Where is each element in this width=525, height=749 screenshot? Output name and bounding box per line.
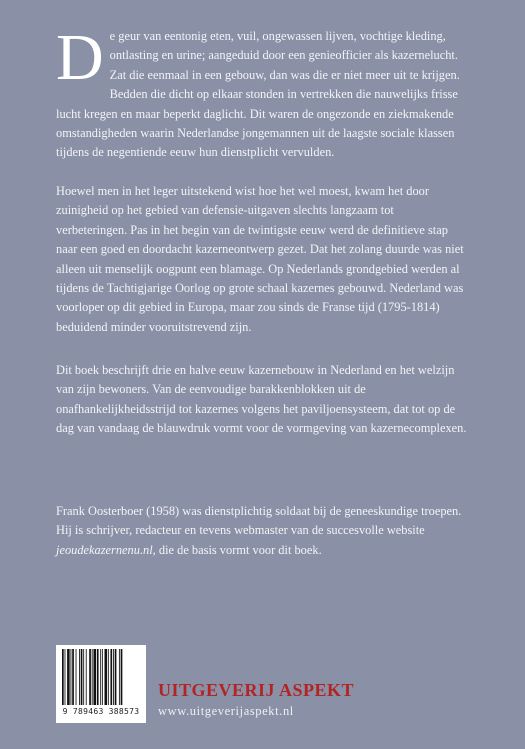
- barcode-bar: [100, 649, 101, 705]
- barcode-bars-icon: [61, 649, 141, 705]
- barcode-bar: [115, 649, 117, 705]
- barcode-bar: [121, 649, 123, 705]
- barcode-bar: [92, 649, 93, 705]
- barcode-bar: [62, 649, 64, 705]
- barcode-bar: [81, 649, 83, 705]
- barcode-bar: [89, 649, 91, 705]
- isbn-number: 9 789463 388573: [62, 707, 140, 716]
- barcode-bar: [65, 649, 66, 705]
- barcode-bar: [105, 649, 108, 705]
- drop-cap-letter: D: [56, 21, 104, 94]
- intro-paragraph-text: e geur van eentonig eten, vuil, ongewassen lijven, vochtige kleding, ontlasting en urine; aangeduid door een genieofficier als kazernelucht. Zat die eenmaal in een gebouw, dan was die er niet meer uit te krijgen. Bedden die dicht op elkaar stonden in vertrekken die nauwelijks frisse lucht kregen en maar beperkt daglicht. Dit waren de ongezonde en ziekmakende omstandigheden waarin Nederlandse jongemannen uit de laagste sociale klassen tijdens de negentiende eeuw hun dienstplicht vervulden.: [56, 29, 460, 160]
- history-paragraph-text: Hoewel men in het leger uitstekend wist hoe het wel moest, kwam het door zuinigheid op het gebied van defensie-uitgaven slechts langzaam tot verbeteringen. Pas in het begin van de twintigste eeuw werd de definitieve stap naar een goed en doordacht kazerneontwerp gezet. Dat het zolang duurde was niet alleen uit menselijk oogpunt een blamage. Op Nederlands grondgebied werden al tijdens de Tachtigjarige Oorlog op grote schaal kazernes gebouwd. Nederland was voorloper op dit gebied in Europa, maar zou sinds de Franse tijd (1795-1814) beduidend minder vooruitstrevend zijn.: [56, 184, 464, 334]
- barcode-bar: [119, 649, 120, 705]
- isbn-barcode: [56, 645, 146, 723]
- barcode-bar: [86, 649, 87, 705]
- book-summary-text: Dit boek beschrijft drie en halve eeuw kazernebouw in Nederland en het welzijn van zijn bewoners. Van de eenvoudige barakkenblokken uit de onafhankelijkheidsstrijd tot kazernes volgens het paviljoensysteem, dat tot op de dag van vandaag de blauwdruk vormt voor de vormgeving van kazernecomplexen.: [56, 363, 467, 436]
- barcode-bar: [76, 649, 77, 705]
- author-bio-paragraph: [56, 502, 468, 560]
- barcode-bar: [72, 649, 74, 705]
- website-name: jeoudekazernenu.nl,: [56, 542, 156, 557]
- barcode-bar: [102, 649, 103, 705]
- history-paragraph: [56, 182, 468, 337]
- barcode-bar: [110, 649, 112, 705]
- intro-paragraph: [56, 21, 468, 163]
- barcode-bar: [67, 649, 70, 705]
- barcode-bar: [108, 649, 109, 705]
- barcode-bar: [113, 649, 114, 705]
- barcode-bar: [83, 649, 84, 705]
- barcode-bar: [71, 649, 72, 705]
- author-bio-text: Frank Oosterboer (1958) was dienstplichtig soldaat bij de geneeskundige troepen. Hij is schrijver, redacteur en tevens webmaster van de succesvolle website: [56, 504, 462, 538]
- author-bio-end: die de basis vormt voor dit boek.: [155, 542, 322, 557]
- book-summary-paragraph: [56, 361, 468, 439]
- publisher-logo-text: UITGEVERIJ ASPEKT: [158, 680, 355, 700]
- barcode-bar: [79, 649, 80, 705]
- publisher-website: www.uitgeverijaspekt.nl: [158, 704, 294, 718]
- barcode-bar: [93, 649, 96, 705]
- barcode-bar: [97, 649, 99, 705]
